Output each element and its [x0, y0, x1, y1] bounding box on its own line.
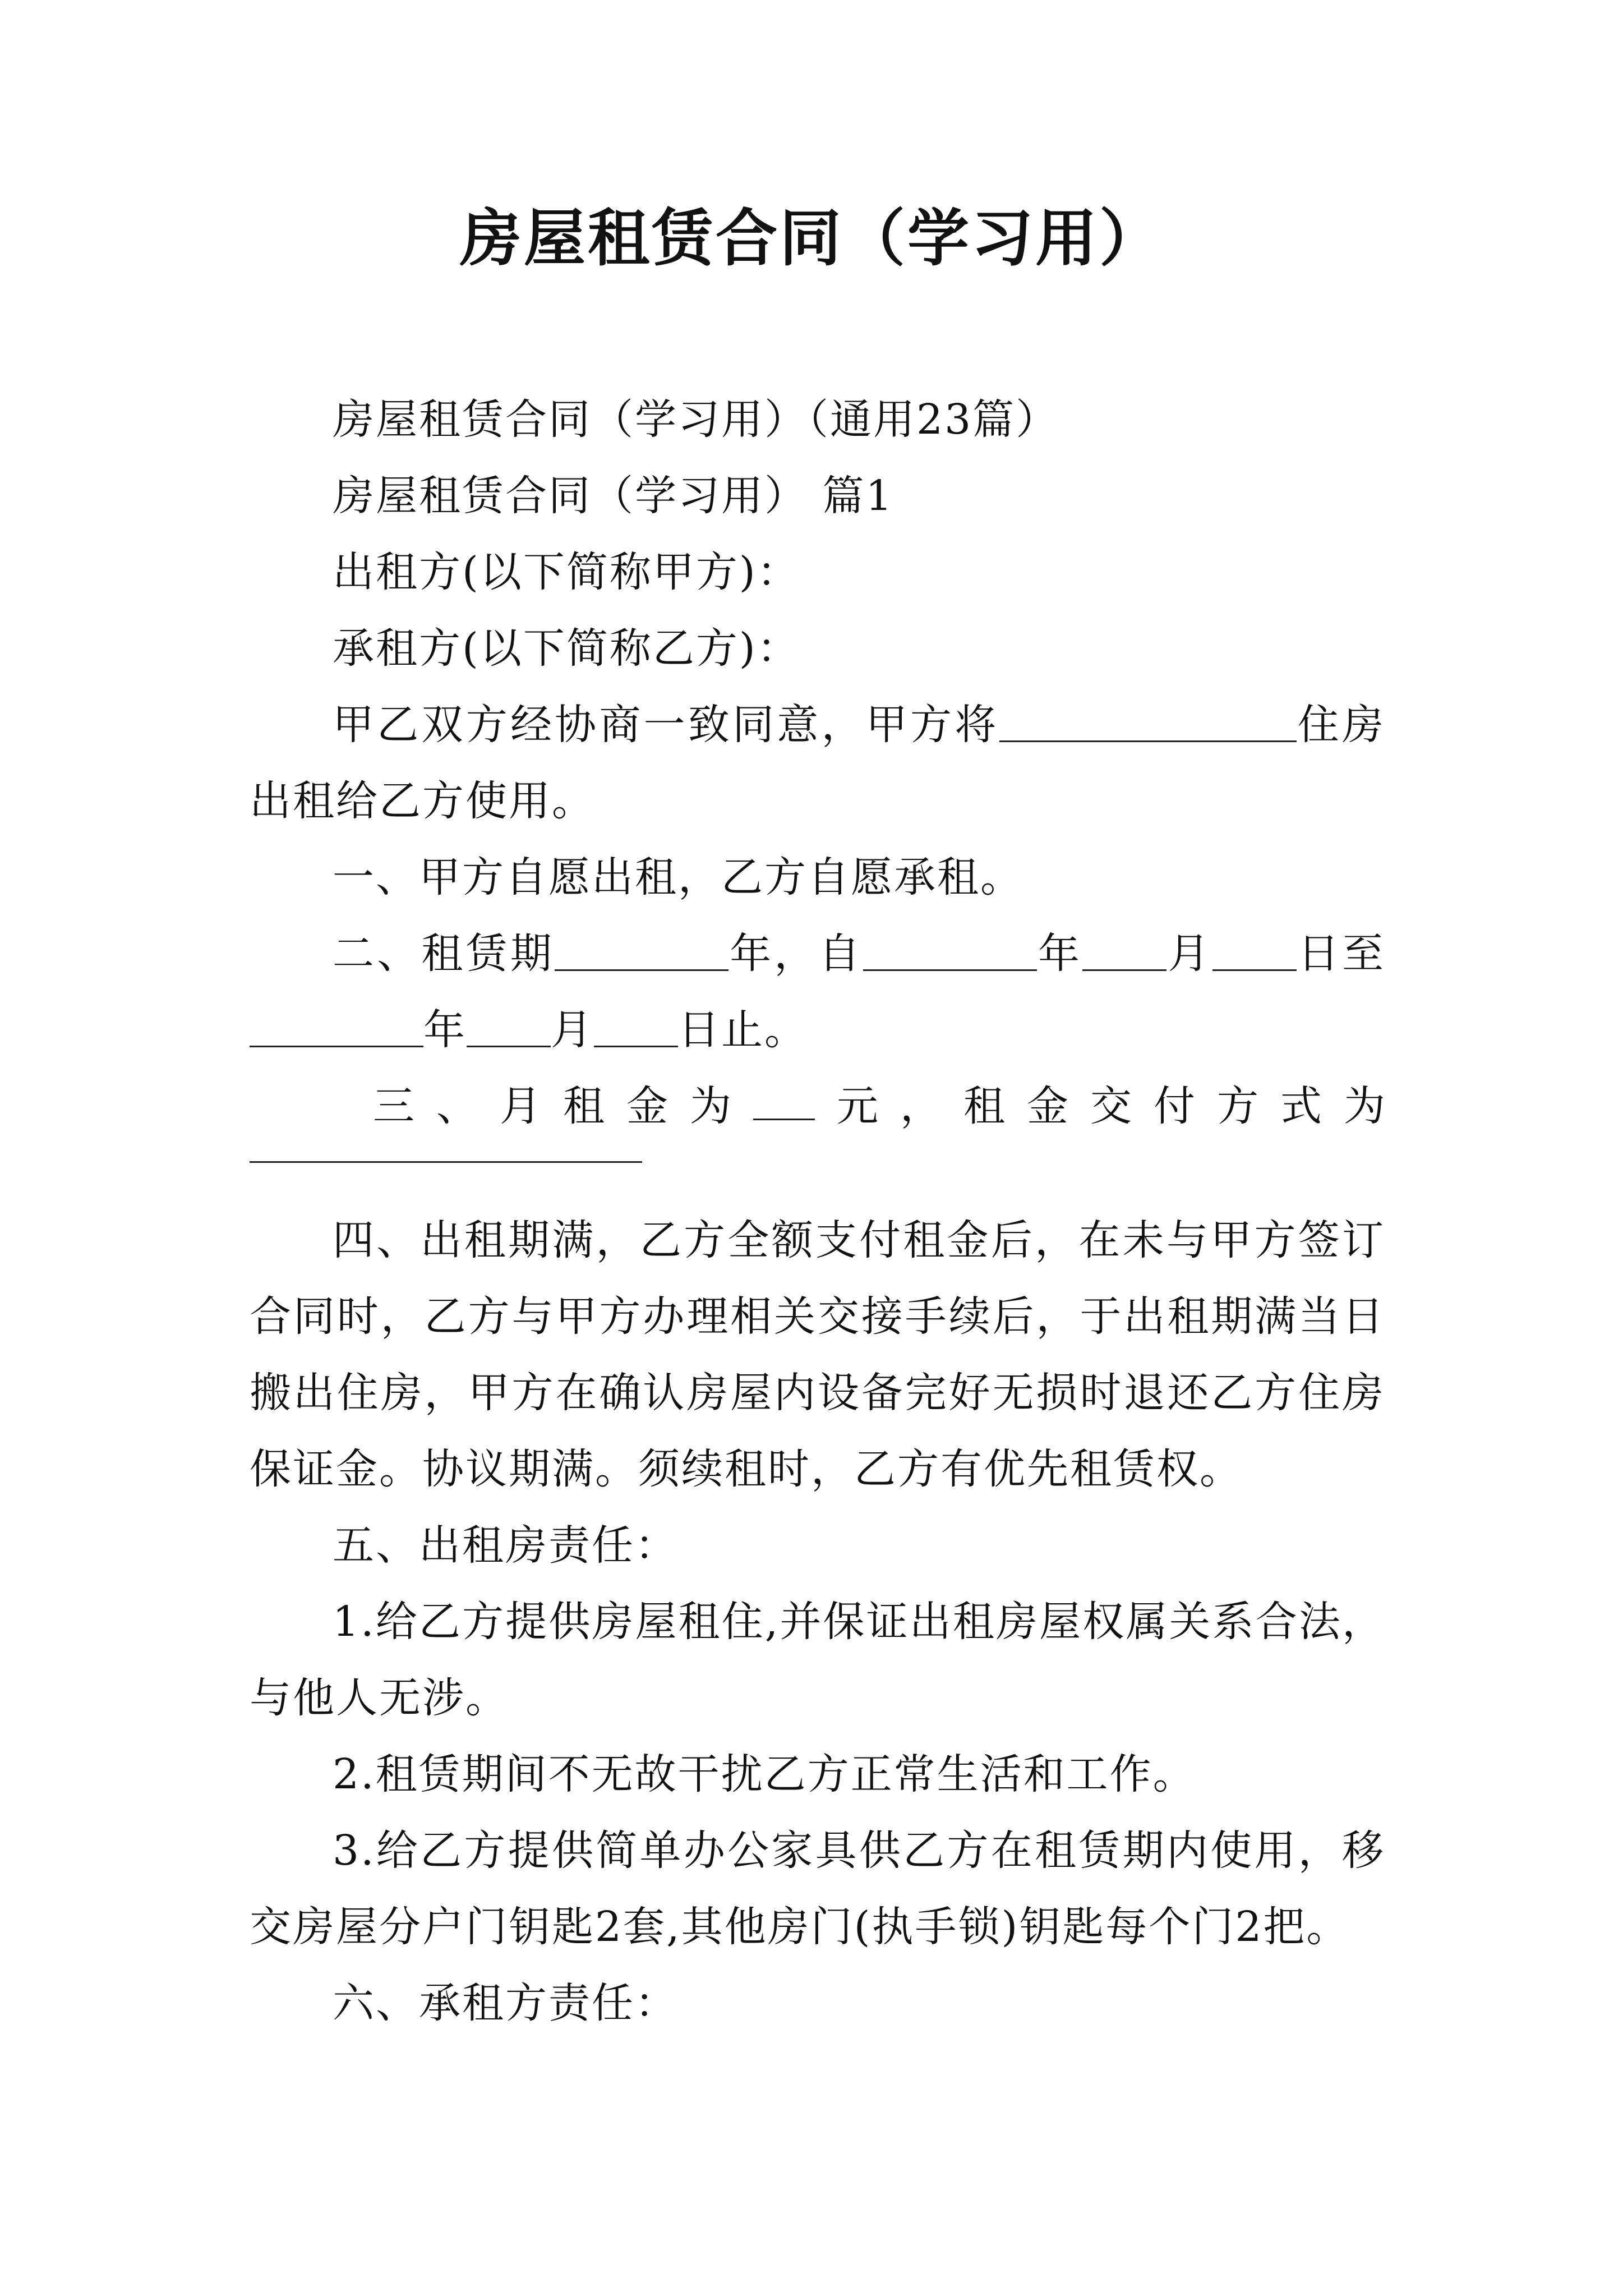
clause-3-char: 为: [690, 1082, 731, 1130]
part-heading: 房屋租赁合同（学习用） 篇1: [333, 472, 894, 520]
clause-3-char: 为: [1344, 1082, 1385, 1130]
subtitle-line: 房屋租赁合同（学习用）（通用23篇）: [333, 395, 1059, 444]
clause-5-item-3: 3.给乙方提供简单办公家具供乙方在租赁期内使用，移交房屋分户门钥匙2套,其他房门(执手锁)钥匙每个门2把。: [250, 1826, 1385, 1951]
clause-3-char: 三: [373, 1082, 414, 1130]
clause-2: [250, 915, 1385, 1068]
clause-3-char: 式: [1280, 1082, 1322, 1130]
clause-3-char: 、: [436, 1082, 478, 1130]
lessor-line: 出租方(以下简称甲方)：: [333, 548, 800, 596]
intro-text-b: 住房出租给乙方使用。: [250, 701, 1386, 825]
clause-3-char: 租: [563, 1082, 605, 1130]
end-year-blank: [250, 1006, 423, 1047]
clause-3: [250, 1068, 1385, 1144]
start-day-blank: [1212, 930, 1297, 971]
clause-2-text-a: 二、租赁期: [333, 930, 555, 978]
house-address-blank: [999, 701, 1297, 742]
clause-3-char: 金: [1027, 1082, 1068, 1130]
clause-5-item-1: 1.给乙方提供房屋租住,并保证出租房屋权属关系合法，与他人无涉。: [250, 1598, 1385, 1722]
clause-3-char: 方: [1217, 1082, 1258, 1130]
end-month-blank: [467, 1006, 551, 1047]
clause-3-char: 租: [963, 1082, 1005, 1130]
document-title: 房屋租赁合同（学习用）: [460, 202, 1163, 274]
clause-1: 一、甲方自愿出租，乙方自愿承租。: [333, 853, 1023, 901]
document-body: [250, 381, 1385, 2041]
start-month-blank: [1082, 930, 1166, 971]
clause-2-text-b: 年，自: [728, 930, 863, 978]
clause-3-char: 元: [837, 1082, 878, 1130]
clause-3-char: ，: [900, 1082, 942, 1130]
clause-3-char: 金: [626, 1082, 668, 1130]
monthly-rent-blank: [753, 1079, 815, 1120]
clause-2-text-d: 月: [1166, 930, 1212, 978]
intro-paragraph: [250, 687, 1385, 839]
payment-method-blank: [250, 1161, 642, 1163]
end-day-blank: [594, 1006, 678, 1047]
lease-years-blank: [555, 930, 728, 971]
clause-2-text-c: 年: [1036, 930, 1083, 978]
clause-2-text-e: 日至: [1296, 930, 1386, 978]
clause-5: 五、出租房责任：: [333, 1521, 678, 1570]
clause-2-text-g: 月: [551, 1006, 594, 1054]
clause-3-char: 交: [1090, 1082, 1132, 1130]
clause-2-text-h: 日止。: [678, 1006, 808, 1054]
start-year-blank: [863, 930, 1037, 971]
clause-2-text-f: 年: [423, 1006, 467, 1054]
clause-5-item-2: 2.租赁期间不无故干扰乙方正常生活和工作。: [333, 1750, 1196, 1798]
clause-3-char: 付: [1154, 1082, 1195, 1130]
clause-3-char: 月: [500, 1082, 541, 1130]
clause-4: 四、出租期满，乙方全额支付租金后，在未与甲方签订合同时，乙方与甲方办理相关交接手续后，于出租期满当日搬出住房，甲方在确认房屋内设备完好无损时退还乙方住房保证金。协议期满。须续租时，乙方有优先租赁权。: [250, 1216, 1385, 1493]
clause-6: 六、承租方责任：: [333, 1979, 678, 2027]
intro-text-a: 甲乙双方经协商一致同意，甲方将: [333, 701, 999, 749]
lessee-line: 承租方(以下简称乙方)：: [333, 624, 800, 673]
